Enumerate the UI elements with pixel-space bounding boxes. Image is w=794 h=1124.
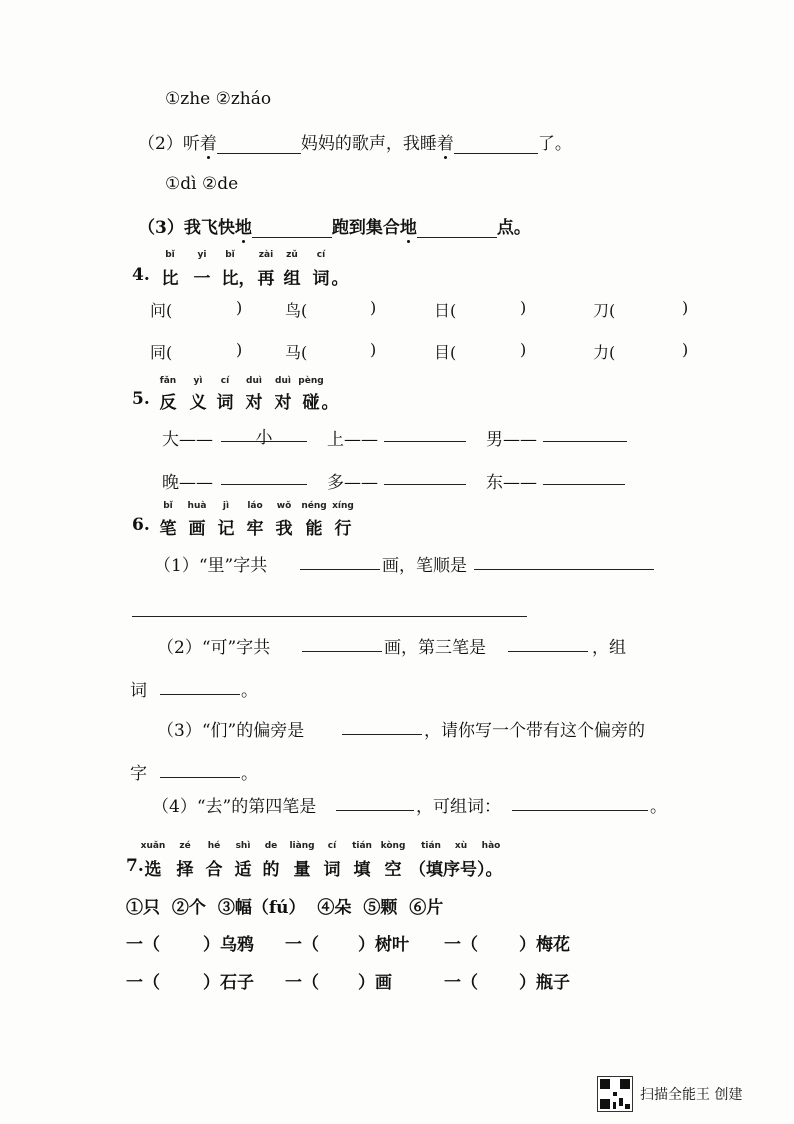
q7-measure-open: 一（	[126, 973, 160, 993]
q7-hanzi: 择	[176, 860, 194, 880]
q5-answer-blank[interactable]	[543, 423, 627, 442]
q7-hanzi: 选	[144, 860, 162, 880]
q6-item-4-text-b: ，可组词：	[416, 797, 501, 817]
q3-item-3-prefix: （3）我飞快	[138, 218, 235, 238]
q5-pinyin: yì	[193, 376, 203, 386]
q6-item-1-blank-order-line-2[interactable]	[132, 616, 527, 617]
q5-hanzi: 反	[159, 393, 177, 413]
q3-item-3-blank-2[interactable]	[417, 219, 497, 238]
q7-pinyin: hé	[207, 841, 221, 851]
q6-number: 6.	[132, 515, 150, 535]
q6-hanzi: 画	[188, 519, 206, 539]
q4-char-close: )	[520, 298, 527, 317]
q6-item-2-text-d: 词	[130, 681, 147, 701]
q6-item-3-text-a: （3）“们”的偏旁是	[157, 721, 305, 741]
q5-pinyin: cí	[220, 376, 230, 386]
q7-pinyin: liàng	[289, 841, 315, 851]
q5-answer-blank[interactable]	[221, 466, 307, 485]
q5-hanzi: 对	[274, 393, 292, 413]
q3-item-3-blank-1[interactable]	[252, 219, 332, 238]
q4-char-open: 同(	[150, 343, 173, 362]
q6-item-1-blank-strokes[interactable]	[300, 551, 380, 570]
q5-word: 上——	[327, 430, 378, 450]
q6-pinyin: wǒ	[276, 501, 292, 511]
q6-item-4-text-a: （4）“去”的第四笔是	[152, 797, 317, 817]
q5-word: 男——	[486, 430, 537, 450]
q4-pinyin: yi	[197, 250, 207, 260]
q5-hanzi: 碰	[302, 393, 320, 413]
q7-suffix: （填序号）。	[409, 860, 503, 880]
q6-item-4-blank-stroke[interactable]	[336, 792, 414, 811]
q3-item-2-dot-char-2: 着	[437, 129, 454, 154]
q4-pinyin: bǐ	[225, 250, 235, 260]
q5-hanzi: 词	[216, 393, 234, 413]
q6-hanzi: 笔	[159, 519, 177, 539]
q7-pinyin: kòng	[380, 841, 406, 851]
q7-pinyin: tián	[352, 841, 372, 851]
q3-item-3-mid: 跑到集合	[331, 218, 400, 238]
q7-pinyin: cí	[327, 841, 337, 851]
q3-item-3-dot-char-1: 地	[235, 213, 252, 238]
q7-options: ①只 ②个 ③幅（fú） ④朵 ⑤颗 ⑥片	[126, 898, 444, 918]
q5-pinyin: duì	[275, 376, 291, 386]
q6-item-4-text-c: 。	[650, 797, 667, 817]
q5-answer-blank[interactable]	[384, 466, 466, 485]
q5-hanzi: 义	[189, 393, 207, 413]
q6-hanzi: 记	[217, 519, 235, 539]
q7-measure-open: 一（	[444, 935, 478, 955]
q7-pinyin: hào	[481, 841, 501, 851]
q7-pinyin: zé	[179, 841, 191, 851]
q6-hanzi: 我	[275, 519, 293, 539]
q5-pinyin: fǎn	[159, 376, 177, 386]
q4-pinyin: zài	[258, 250, 274, 260]
q4-char-open: 力(	[593, 343, 616, 362]
q6-item-3-text-b: ，请你写一个带有这个偏旁的	[424, 721, 645, 741]
q3-item-3-end: 点。	[496, 218, 531, 238]
q5-number: 5.	[132, 389, 150, 409]
q6-item-1-text-b: 画，笔顺是	[382, 556, 467, 576]
q7-measure-open: 一（	[285, 973, 319, 993]
q4-hanzi: 比	[221, 269, 239, 289]
q6-item-3-text-d: 字	[130, 764, 147, 784]
q7-pinyin: de	[264, 841, 278, 851]
q6-item-2-text-e: 。	[241, 681, 258, 701]
q5-word: 晚——	[162, 473, 213, 493]
q5-answer-blank[interactable]	[543, 466, 625, 485]
q5-answer-blank[interactable]: 小	[221, 423, 307, 442]
q6-item-3-blank-radical[interactable]	[342, 716, 422, 735]
q4-number: 4.	[132, 265, 150, 285]
q7-pinyin: xuǎn	[140, 841, 166, 851]
scanner-watermark: 扫描全能王 创建	[640, 1087, 743, 1103]
q3-item-2	[138, 129, 572, 154]
q7-hanzi: 适	[234, 860, 252, 880]
q4-hanzi: 。	[331, 269, 349, 289]
q7-hanzi: 量	[293, 860, 311, 880]
q7-hanzi: 填	[353, 860, 371, 880]
q4-char-close: )	[236, 298, 243, 317]
q4-char-close: )	[370, 298, 377, 317]
q7-noun: ）瓶子	[519, 973, 570, 993]
q6-item-2-text-c: ，组	[592, 638, 626, 658]
q4-hanzi: 一	[193, 269, 211, 289]
q6-item-4-blank-word[interactable]	[512, 792, 648, 811]
q4-char-open: 鸟(	[285, 301, 308, 320]
q5-pinyin: duì	[246, 376, 262, 386]
q3-item-2-mid: 妈妈的歌声，我睡	[300, 134, 437, 154]
q4-char-open: 问(	[150, 301, 173, 320]
q4-char-close: )	[520, 340, 527, 359]
q4-hanzi: 再	[257, 269, 275, 289]
q5-answer-blank[interactable]	[384, 423, 466, 442]
q4-char-open: 马(	[285, 343, 308, 362]
q6-item-2-blank-third-stroke[interactable]	[508, 633, 588, 652]
q6-hanzi: 能	[305, 519, 323, 539]
q7-number: 7.	[126, 856, 144, 876]
q7-noun: ）树叶	[358, 935, 409, 955]
q6-pinyin: néng	[301, 501, 327, 511]
q5-word: 多——	[327, 473, 378, 493]
q7-noun: ）乌鸦	[203, 935, 254, 955]
q6-item-2-text-a: （2）“可”字共	[157, 638, 271, 658]
q3-item-2-prefix: （2）听	[138, 134, 200, 154]
q5-pinyin: pèng	[298, 376, 324, 386]
q7-hanzi: 词	[323, 860, 341, 880]
q3-item-2-blank-1[interactable]	[217, 135, 301, 154]
q3-item-2-blank-2[interactable]	[454, 135, 538, 154]
q6-pinyin: xíng	[332, 501, 354, 511]
q4-hanzi: 比	[161, 269, 179, 289]
q7-measure-open: 一（	[444, 973, 478, 993]
q7-pinyin: xù	[454, 841, 468, 851]
q4-pinyin: cí	[316, 250, 326, 260]
q6-item-1-blank-order[interactable]	[474, 551, 654, 570]
q5-hanzi: 对	[245, 393, 263, 413]
q6-item-2-blank-word[interactable]	[160, 676, 240, 695]
q5-word: 东——	[486, 473, 537, 493]
q7-pinyin: shì	[235, 841, 251, 851]
q7-pinyin: tián	[421, 841, 441, 851]
q6-hanzi: 行	[334, 519, 352, 539]
q3-item-2-dot-char-1: 着	[200, 129, 217, 154]
q7-hanzi: 的	[262, 860, 280, 880]
q6-item-3-blank-char[interactable]	[160, 759, 240, 778]
q6-pinyin: bǐ	[163, 501, 173, 511]
q6-item-2-text-b: 画，第三笔是	[384, 638, 486, 658]
q6-pinyin: huà	[187, 501, 207, 511]
q3-options-2: ①zhe ②zháo	[165, 89, 272, 109]
q6-item-1-text-a: （1）“里”字共	[154, 556, 268, 576]
q6-pinyin: jì	[222, 501, 230, 511]
q4-char-open: 日(	[434, 301, 457, 320]
q7-measure-open: 一（	[126, 935, 160, 955]
q3-options-3: ①dì ②de	[165, 174, 239, 194]
q7-hanzi: 空	[384, 860, 402, 880]
q7-noun: ）画	[358, 973, 392, 993]
q6-hanzi: 牢	[246, 519, 264, 539]
q5-hanzi: 。	[321, 393, 339, 413]
q4-char-close: )	[370, 340, 377, 359]
q3-item-2-end: 了。	[537, 134, 572, 154]
q4-hanzi: ，	[238, 269, 256, 289]
q3-item-3	[138, 213, 531, 238]
q7-measure-open: 一（	[285, 935, 319, 955]
q5-word: 大——	[162, 430, 213, 450]
q4-char-open: 刀(	[593, 301, 616, 320]
q6-pinyin: láo	[247, 501, 263, 511]
q6-item-3-text-e: 。	[241, 764, 258, 784]
q4-char-open: 目(	[434, 343, 457, 362]
q4-pinyin: bǐ	[165, 250, 175, 260]
q4-char-close: )	[682, 298, 689, 317]
q7-hanzi: 合	[205, 860, 223, 880]
q3-item-3-dot-char-2: 地	[400, 213, 417, 238]
q4-hanzi: 词	[312, 269, 330, 289]
q6-item-2-blank-strokes[interactable]	[302, 633, 382, 652]
q7-noun: ）石子	[203, 973, 254, 993]
qr-code-icon	[597, 1076, 633, 1112]
q4-hanzi: 组	[283, 269, 301, 289]
q4-char-close: )	[236, 340, 243, 359]
q4-char-close: )	[682, 340, 689, 359]
q4-pinyin: zǔ	[286, 250, 298, 260]
q7-noun: ）梅花	[519, 935, 570, 955]
